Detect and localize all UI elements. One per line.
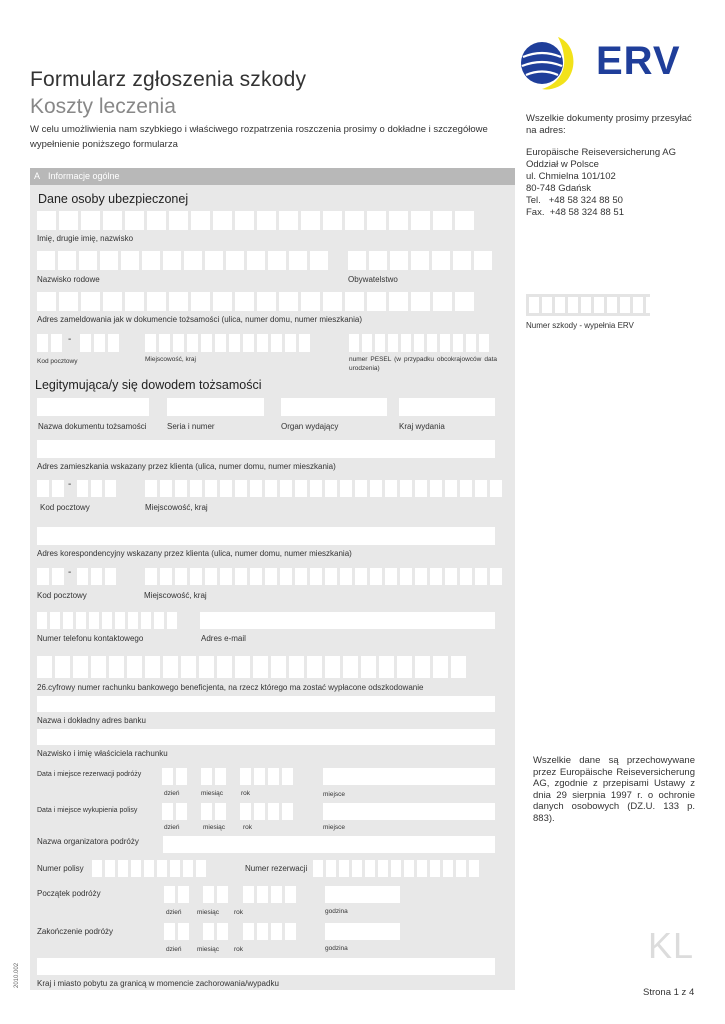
phone-label: Numer telefonu kontaktowego: [37, 634, 144, 643]
start-month-field[interactable]: [203, 886, 228, 903]
reservation-year-label: rok: [241, 790, 251, 797]
postal-code-field-3b[interactable]: [77, 568, 116, 585]
issuer-label: Organ wydający: [281, 422, 339, 431]
postal-code-field-1b[interactable]: [80, 334, 119, 352]
end-year-field[interactable]: [243, 923, 296, 940]
bank-label: Nazwa i dokładny adres banku: [37, 716, 146, 725]
postal-dash-1: -: [68, 334, 72, 345]
phone-field[interactable]: [37, 612, 177, 629]
end-year-label: rok: [234, 946, 244, 953]
postal-code-field-2b[interactable]: [77, 480, 116, 497]
start-day-field[interactable]: [164, 886, 189, 903]
end-day-field[interactable]: [164, 923, 189, 940]
end-hour-label: godzina: [325, 945, 348, 952]
corr-address-label: Adres korespondencyjny wskazany przez klienta (ulica, numer domu, numer mieszkania): [37, 549, 352, 558]
end-label: Zakończenie podróży: [37, 927, 114, 936]
series-label: Seria i numer: [167, 422, 215, 431]
purchase-place-label: miejsce: [323, 824, 346, 831]
form-version-code: 2010.002: [14, 962, 20, 988]
purchase-day-field[interactable]: [162, 803, 187, 820]
reservation-no-field[interactable]: [313, 860, 479, 877]
doc-name-label: Nazwa dokumentu tożsamości: [38, 422, 147, 431]
citizenship-label: Obywatelstwo: [348, 275, 398, 284]
page-number: Strona 1 z 4: [643, 987, 695, 998]
policy-no-field[interactable]: [92, 860, 206, 877]
issuer-field[interactable]: [281, 398, 387, 416]
organizer-label: Nazwa organizatora podróży: [37, 837, 139, 846]
reservation-place-label: miejsce: [323, 791, 346, 798]
city-field-1[interactable]: [145, 334, 310, 352]
name-field[interactable]: [37, 211, 474, 230]
holder-label: Nazwisko i imię właściciela rachunku: [37, 749, 168, 758]
postal-dash-3: -: [68, 567, 72, 578]
end-month-field[interactable]: [203, 923, 228, 940]
email-field[interactable]: [200, 612, 495, 629]
reg-address-label: Adres zameldowania jak w dokumencie tożsamości (ulica, numer domu, numer mieszkania): [37, 315, 363, 324]
erv-logo: [520, 35, 680, 90]
reservation-day-field[interactable]: [162, 768, 187, 785]
bank-field[interactable]: [37, 696, 495, 712]
country-field[interactable]: [399, 398, 495, 416]
policy-no-label: Numer polisy: [37, 864, 84, 873]
intro-text: W celu umożliwienia nam szybkiego i właściwego rozpatrzenia roszczenia prosimy o dokładne i szczegółowe wypełnienie poniższego formularza: [30, 124, 488, 150]
reservation-label: Data i miejsce rezerwacji podróży: [37, 771, 142, 778]
series-field[interactable]: [167, 398, 264, 416]
pesel-field[interactable]: [349, 334, 489, 352]
address-line-2: Oddział w Polsce: [526, 159, 599, 170]
email-label: Adres e-mail: [201, 634, 246, 643]
family-name-label: Nazwisko rodowe: [37, 275, 100, 284]
start-month-label: miesiąc: [197, 909, 220, 916]
purchase-month-field[interactable]: [201, 803, 226, 820]
section-a-header: [30, 168, 515, 185]
end-hour-field[interactable]: [325, 923, 400, 940]
postal-label-3: Kod pocztowy: [37, 591, 87, 600]
city-field-2[interactable]: [145, 480, 502, 497]
purchase-label: Data i miejsce wykupienia polisy: [37, 807, 138, 814]
insured-heading: Dane osoby ubezpieczonej: [38, 192, 189, 206]
place-label: Kraj i miasto pobytu za granicą w momencie zachorowania/wypadku: [37, 979, 279, 988]
purchase-month-label: miesiąc: [203, 824, 226, 831]
form-code-watermark: KL: [648, 925, 695, 966]
form-title: Formularz zgłoszenia szkody: [30, 68, 307, 91]
claim-number-label: Numer szkody - wypełnia ERV: [526, 321, 634, 330]
country-label: Kraj wydania: [399, 422, 445, 431]
home-address-label: Adres zamieszkania wskazany przez klienta (ulica, numer domu, numer mieszkania): [37, 462, 336, 471]
city-label-1: Miejscowość, kraj: [145, 356, 196, 363]
fax-number: Fax. +48 58 324 88 51: [526, 207, 624, 218]
organizer-field[interactable]: [163, 836, 495, 853]
id-heading: Legitymująca/y się dowodem tożsamości: [35, 378, 262, 392]
section-title: Informacje ogólne: [48, 171, 120, 181]
logo-text: ERV: [596, 39, 681, 83]
corr-address-field[interactable]: [37, 527, 495, 545]
reservation-year-field[interactable]: [240, 768, 293, 785]
start-hour-label: godzina: [325, 908, 348, 915]
postal-label-2: Kod pocztowy: [40, 503, 90, 512]
address-line-4: 80-748 Gdańsk: [526, 183, 591, 194]
reservation-day-label: dzień: [164, 790, 180, 797]
postal-dash-2: -: [68, 479, 72, 490]
postal-code-field-1a[interactable]: [37, 334, 62, 352]
address-line-3: ul. Chmielna 101/102: [526, 171, 616, 182]
home-address-field[interactable]: [37, 440, 495, 458]
account-label: 26.cyfrowy numer rachunku bankowego beneficjenta, na rzecz którego ma zostać wypłacone odszkodowanie: [37, 683, 424, 692]
start-label: Początek podróży: [37, 889, 101, 898]
purchase-year-field[interactable]: [240, 803, 293, 820]
start-day-label: dzień: [166, 909, 182, 916]
postal-label-1: Kod pocztowy: [37, 358, 78, 365]
reservation-month-label: miesiąc: [201, 790, 224, 797]
send-docs-text: Wszelkie dokumenty prosimy przesyłać na adres:: [526, 113, 692, 136]
reg-address-field[interactable]: [37, 292, 474, 311]
start-year-field[interactable]: [243, 886, 296, 903]
name-label: Imię, drugie imię, nazwisko: [37, 234, 134, 243]
city-label-3: Miejscowość, kraj: [144, 591, 207, 600]
postal-code-field-3a[interactable]: [37, 568, 64, 585]
address-line-1: Europäische Reiseversicherung AG: [526, 147, 676, 158]
form-subtitle: Koszty leczenia: [30, 95, 176, 118]
postal-code-field-2a[interactable]: [37, 480, 64, 497]
privacy-notice: Wszelkie dane są przechowywane przez Europäische Reiseversicherung AG, zgodnie z przepisami Ustawy z dnia 29 sierpnia 1997 r. o ochronie danych osobowych (DZ.U. 133 p. 883).: [533, 755, 695, 824]
reservation-no-label: Numer rezerwacji: [245, 864, 308, 873]
start-hour-field[interactable]: [325, 886, 400, 903]
reservation-month-field[interactable]: [201, 768, 226, 785]
account-number-field[interactable]: [37, 656, 466, 678]
holder-field[interactable]: [37, 729, 495, 745]
purchase-year-label: rok: [243, 824, 253, 831]
citizenship-field[interactable]: [348, 251, 492, 270]
place-field[interactable]: [37, 958, 495, 975]
purchase-place-field[interactable]: [323, 803, 495, 820]
family-name-field[interactable]: [37, 251, 328, 270]
purchase-day-label: dzień: [164, 824, 180, 831]
city-label-2: Miejscowość, kraj: [145, 503, 208, 512]
claim-number-field: [526, 294, 650, 316]
phone-number: Tel. +48 58 324 88 50: [526, 195, 623, 206]
end-month-label: miesiąc: [197, 946, 220, 953]
reservation-place-field[interactable]: [323, 768, 495, 785]
doc-name-field[interactable]: [37, 398, 149, 416]
city-field-3[interactable]: [145, 568, 502, 585]
end-day-label: dzień: [166, 946, 182, 953]
pesel-label: numer PESEL (w przypadku obcokrajowców data urodzenia): [349, 356, 497, 372]
section-letter: A: [34, 171, 41, 181]
start-year-label: rok: [234, 909, 244, 916]
